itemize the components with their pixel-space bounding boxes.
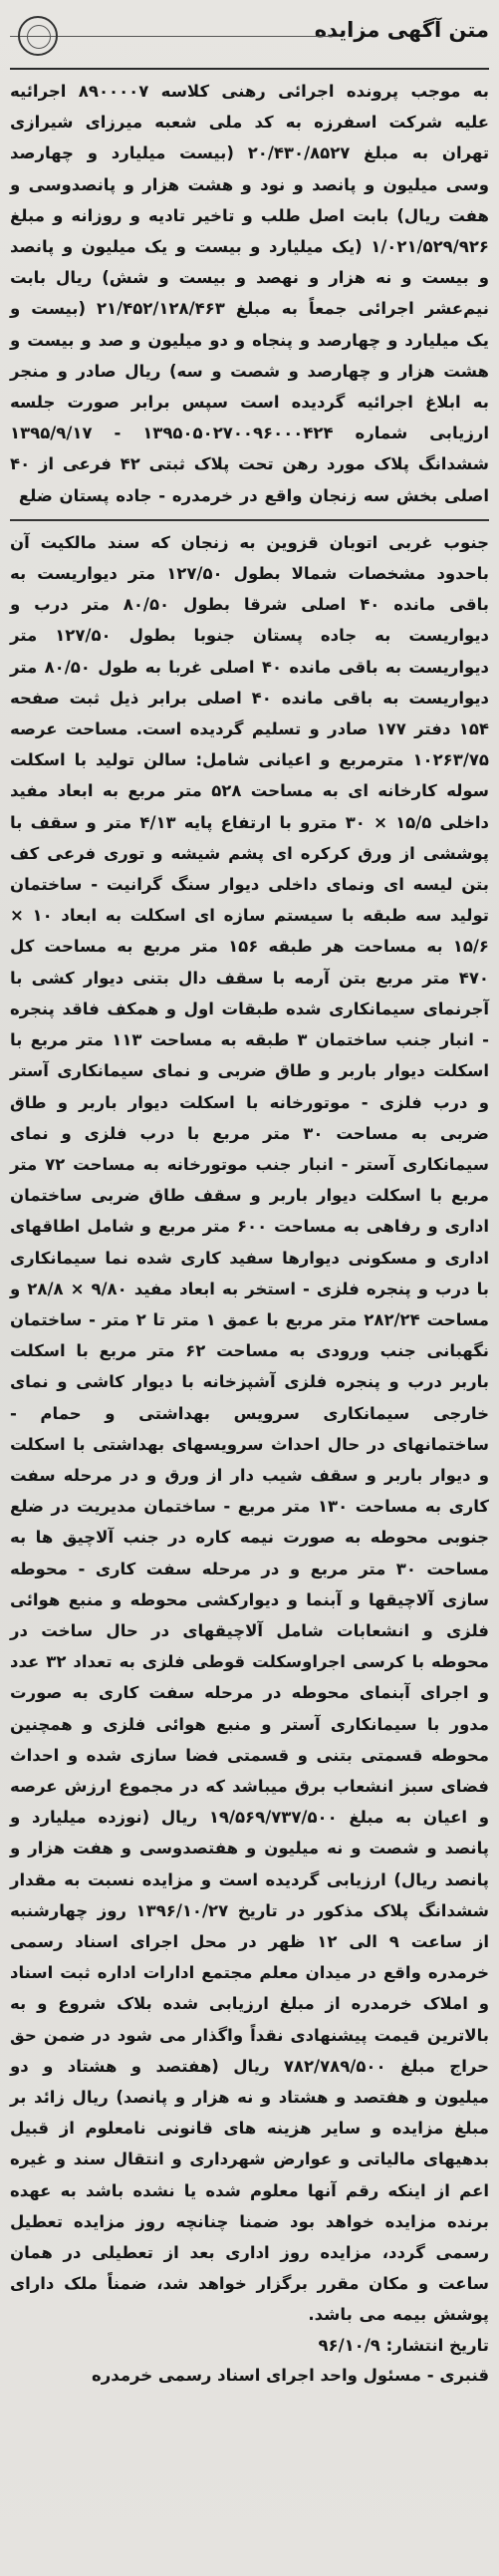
signature-line: قنبری - مسئول واحد اجرای اسناد رسمی خرمدره bbox=[92, 2365, 489, 2385]
notice-paragraph-1: به موجب پرونده اجرائی رهنی کلاسه ۸۹۰۰۰۰۷ اجرائیه علیه شرکت اسفرزه به کد ملی شعبه میرزای شیرازی تهران به مبلغ ۲۰/۴۳۰/۸۵۲۷ (بیست میلیارد و چهارصد وسی میلیون و پانصد و نود و هشت هزار و پانصدوسی و هفت ریال) بابت اصل طلب و تاخیر تادیه و روزانه و مبلغ ۱/۰۲۱/۵۲۹/۹۲۶ (یک میلیارد و بیست و یک میلیون و پانصد و بیست و نه هزار و نهصد و بیست و شش) ریال بابت نیم‌عشر اجرائی جمعاً به مبلغ ۲۱/۴۵۲/۱۲۸/۴۶۳ (بیست و یک میلیارد و چهارصد و پنجاه و دو میلیون و صد و بیست و هشت هزار و چهارصد و شصت و سه) ریال صادر و منجر به ابلاغ اجرائیه گردیده است سپس برابر صورت جلسه ارزیابی شماره ۱۳۹۵۰۵۰۲۷۰۰۹۶۰۰۰۴۲۴ - ۱۳۹۵/۹/۱۷ ششدانگ پلاک مورد رهن تحت پلاک ثبتی ۴۲ فرعی از ۴۰ اصلی بخش سه زنجان واقع در خرمدره - جاده پستان ضلع bbox=[10, 82, 490, 505]
column-divider bbox=[10, 519, 489, 521]
header-rule bbox=[10, 36, 340, 37]
notice-body bbox=[10, 70, 489, 2331]
notice-footer bbox=[10, 2331, 489, 2391]
publish-date: تاریخ انتشار: ۹۶/۱۰/۹ bbox=[318, 2335, 489, 2355]
notice-paragraph-2: جنوب غربی اتوبان قزوین به زنجان که سند مالکیت آن باحدود مشخصات شمالا بطول ۱۲۷/۵۰ متر دیواریست به باقی مانده ۴۰ اصلی شرقا بطول ۸۰/۵۰ متر درب و دیواریست به جاده پستان جنوبا بطول ۱۲۷/۵۰ متر دیواریست به باقی مانده ۴۰ اصلی غربا به طول ۸۰/۵۰ متر دیواریست به باقی مانده ۴۰ اصلی برابر ذیل ثبت صفحه ۱۵۴ دفتر ۱۷۷ صادر و تسلیم گردیده است. مساحت عرصه ۱۰۲۶۳/۷۵ مترمربع و اعیانی شامل: سالن تولید با اسکلت سوله کارخانه ای به مساحت ۵۲۸ متر مربع به ابعاد مفید داخلی ۱۵/۵ × ۳۰ مترو با ارتفاع پایه ۴/۱۳ متر و سقف با پوششی از ورق کرکره ای پشم شیشه و توری فرعی کف بتن لیسه ای ونمای داخلی دیوار سنگ گرانیت - ساختمان تولید سه طبقه با سیستم سازه ای اسکلت به ابعاد ۱۰ × ۱۵/۶ به مساحت هر طبقه ۱۵۶ متر مربع به مساحت کل ۴۷۰ متر مربع بتن آرمه با سقف دال بتنی دیوار کشی با آجرنمای سیمانکاری شده طبقات اول و همکف فاقد پنجره - انبار جنب ساختمان ۳ طبقه به مساحت ۱۱۳ متر مربع با اسکلت دیوار باربر و طاق ضربی و نمای سیمانکاری آستر و درب فلزی - موتورخانه با اسکلت دیوار باربر و طاق ضربی به مساحت ۳۰ متر مربع با درب فلزی و نمای سیمانکاری آستر - انبار جنب موتورخانه به مساحت ۷۲ متر مربع با اسکلت دیوار باربر و سقف طاق ضربی ساختمان اداری و رفاهی به مساحت ۶۰۰ متر مربع و شامل اطاقهای اداری و مسکونی دیوارها سفید کاری شده نما سیمانکاری با درب و پنجره فلزی - استخر به ابعاد مفید ۹/۸۰ × ۲۸/۸ و مساحت ۲۸۲/۲۴ متر مربع با عمق ۱ متر تا ۲ متر - ساختمان نگهبانی جنب ورودی به مساحت ۶۲ متر مربع با اسکلت باربر درب و پنجره فلزی آشپزخانه با دیوار کاشی و نمای خارجی سیمانکاری سرویس بهداشتی و حمام - ساختمانهای در حال احداث سرویسهای بهداشتی با اسکلت و دیوار باربر و سقف شیب دار از ورق و در مرحله سفت کاری به مساحت ۱۳۰ متر مربع - ساختمان مدیریت در ضلع جنوبی محوطه به صورت نیمه کاره در جنب آلاچیق ها به مساحت ۳۰ متر مربع و در مرحله سفت کاری - محوطه سازی آلاچیقها و آبنما و دیوارکشی محوطه و منبع هوائی فلزی و انشعابات شامل آلاچیقهای در حال ساخت در محوطه با کرسی اجراوسکلت قوطی فلزی به تعداد ۳۲ عدد و اجرای آبنمای محوطه در مرحله سفت کاری به صورت مدور با سیمانکاری آستر و منبع هوائی فلزی و همچنین محوطه قسمتی بتنی و قسمتی فضا سازی شده و احداث فضای سبز انشعاب برق میباشد که در مجموع ارزش عرصه و اعیان به مبلغ ۱۹/۵۶۹/۷۳۷/۵۰۰ ریال (نوزده میلیارد و پانصد و شصت و نه میلیون و هفتصدوسی و هفت هزار و پانصد ریال) ارزیابی گردیده است و مزایده نسبت به مقدار ششدانگ پلاک مذکور در تاریخ ۱۳۹۶/۱۰/۲۷ روز چهارشنبه از ساعت ۹ الی ۱۲ ظهر در محل اجرای اسناد رسمی خرمدره واقع در میدان معلم مجتمع ادارات اداره ثبت اسناد و املاک خرمدره از مبلغ ارزیابی شده بلاک شروع و به بالاترین قیمت پیشنهادی نقداً واگذار می شود در ضمن حق حراج مبلغ ۷۸۲/۷۸۹/۵۰۰ ریال (هفتصد و هشتاد و دو میلیون و هفتصد و هشتاد و نه هزار و پانصد) ریال زائد بر مبلغ مزایده و سایر هزینه های قانونی نامعلوم از قبیل بدهیهای مالیاتی و عوارض شهرداری و انتقال سند و غیره اعم از اینکه رقم آنها معلوم شده یا نشده باشد به عهده برنده مزایده خواهد بود ضمنا چنانچه روز مزایده تعطیل رسمی گردد، مزایده روز اداری بعد از تعطیلی در همان ساعت و مکان مقرر برگزار خواهد شد، ضمناً ملک دارای پوشش بیمه می باشد. bbox=[10, 532, 490, 2325]
seal-icon bbox=[18, 16, 58, 56]
notice-title: متن آگهی مزایده bbox=[314, 18, 489, 42]
notice-header bbox=[10, 10, 489, 70]
